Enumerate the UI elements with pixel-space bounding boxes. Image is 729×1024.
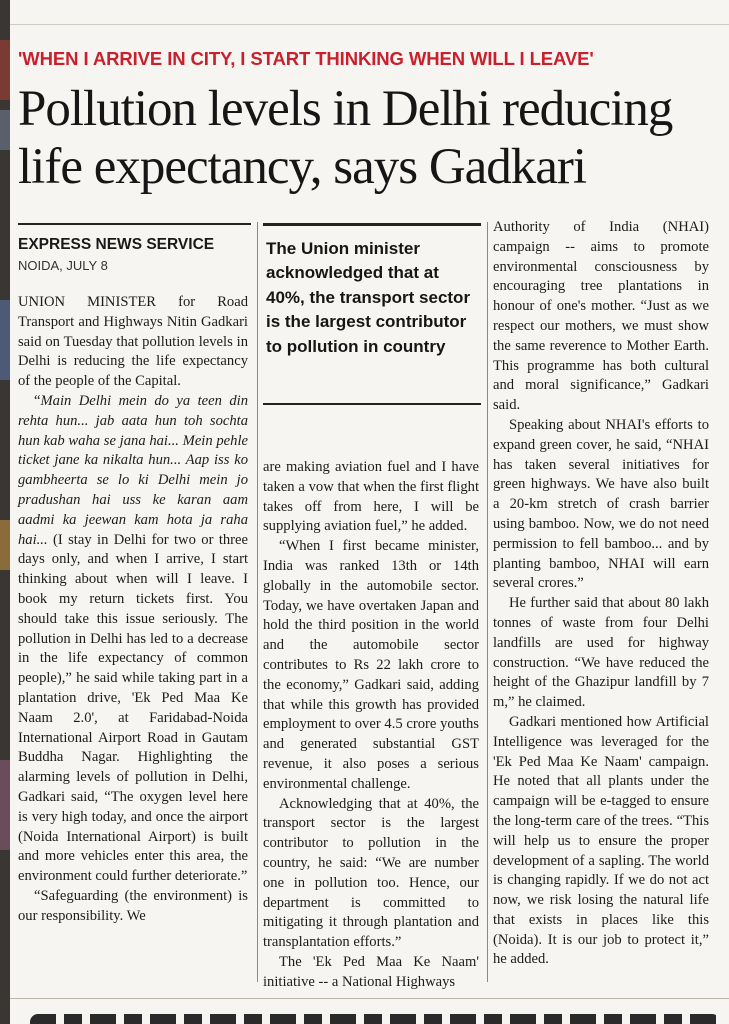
paragraph: He further said that about 80 lakh tonnes of waste from four Delhi landfills are used for highway construction. “We have reduced the height of the Ghazipur landfill by 7 m,” he claimed. bbox=[493, 595, 709, 711]
article-column-1 bbox=[18, 293, 248, 927]
quote-mark: “ bbox=[34, 392, 41, 409]
paragraph: are making aviation fuel and I have taken a vow that when the first flight takes off from here, I will be supplying aviation fuel,” he added. bbox=[263, 459, 479, 535]
paragraph: Gadkari mentioned how Artificial Intelligence was leveraged for the 'Ek Ped Maa Ke Naam' campaign. He noted that all plants under the campaign will be e-tagged to ensure the long-term care of the trees. “This will help us to ensure the proper development of a sapling. The world is changing rapidly. If we do not act now, we risk losing the natural life that exists in places like this (Noida). It is our job to protect it,” he added. bbox=[493, 713, 709, 968]
paragraph: The 'Ek Ped Maa Ke Naam' initiative -- a National Highways bbox=[263, 953, 479, 990]
paragraph bbox=[18, 392, 248, 887]
headline: Pollution levels in Delhi reducing life expectancy, says Gadkari bbox=[18, 81, 673, 195]
paragraph: Authority of India (NHAI) campaign -- aims to promote environmental consciousness by encouraging tree plantations in honour of one's mother. “Just as we respect our mothers, we must show the same reverence to Mother Earth. This programme has both cultural and moral significance,” Gadkari said. bbox=[493, 219, 709, 414]
paragraph: Acknowledging that at 40%, the transport sector is the largest contributor to pollution in the country, he said: “We are number one in pollution too. Hence, our department is committed to mitigating it through plantation and transplantation efforts.” bbox=[263, 795, 479, 951]
column-divider-2 bbox=[487, 222, 488, 982]
page-edge-shadow bbox=[0, 0, 10, 1024]
bottom-divider bbox=[10, 998, 729, 999]
next-headline-cropped bbox=[10, 1008, 729, 1024]
hindi-quote: Main Delhi mein do ya teen din rehta hun... jab aata hun toh sochta hun kab waha se jana hai... Mein pehle ticket jane ka nikalta hun... Aap iss ko gambheerta se lo ki Delhi mein jo pradushan hai uss ke karan aam aadmi ka jeewan kam hota ja raha hai... bbox=[18, 392, 248, 548]
pullquote: The Union minister acknowledged that at 40%, the transport sector is the largest contributor to pollution in country bbox=[266, 239, 471, 356]
article-column-2 bbox=[263, 458, 479, 993]
dateline: NOIDA, JULY 8 bbox=[18, 258, 108, 273]
pullquote-top-rule bbox=[263, 223, 481, 226]
paragraph: Speaking about NHAI's efforts to expand green cover, he said, “NHAI has taken several initiatives for green highways. We have also built a 20-km stretch of crash barrier using bamboo. Now, we do not need permission to fell bamboo... and by planting bamboo, NHAI will earn several crores.” bbox=[493, 416, 709, 592]
kicker-quote: 'WHEN I ARRIVE IN CITY, I START THINKING WHEN WILL I LEAVE' bbox=[18, 48, 594, 69]
byline: EXPRESS NEWS SERVICE bbox=[18, 236, 215, 253]
paragraph: “Safeguarding (the environment) is our responsibility. We bbox=[18, 887, 248, 924]
column-divider-1 bbox=[257, 222, 258, 982]
article-column-3 bbox=[493, 218, 709, 970]
paragraph: UNION MINISTER for Road Transport and Highways Nitin Gadkari said on Tuesday that pollution levels in Delhi is reducing the life expectancy of the people of the Capital. bbox=[18, 294, 248, 390]
top-divider bbox=[10, 24, 729, 25]
paragraph-text: (I stay in Delhi for two or three days only, and when I arrive, I start thinking about when will I leave. I book my return tickets first. You should take this issue seriously. The pollution in Delhi has led to a decrease in the life expectancy of common people),” he said while taking part in a plantation drive, 'Ek Ped Maa Ke Naam 2.0', at Faridabad-Noida International Airport Road in Gautam Buddha Nagar. Highlighting the alarming levels of pollution in Delhi, Gadkari said, “The oxygen level here is very high today, and once the airport (Noida International Airport) is built and more vehicles enter this area, the environment could further deteriorate.” bbox=[18, 531, 248, 885]
byline-rule bbox=[18, 223, 251, 225]
paragraph: “When I first became minister, India was ranked 13th or 14th globally in the automobile sector. Today, we have overtaken Japan and hold the third position in the world and the automobile sector contributes to Rs 22 lakh crore to the economy,” Gadkari said, adding that while this growth has provided employment to over 4.5 crore youths and generated substantial GST revenue, it also poses a serious environmental challenge. bbox=[263, 538, 479, 792]
pullquote-bottom-rule bbox=[263, 403, 481, 405]
